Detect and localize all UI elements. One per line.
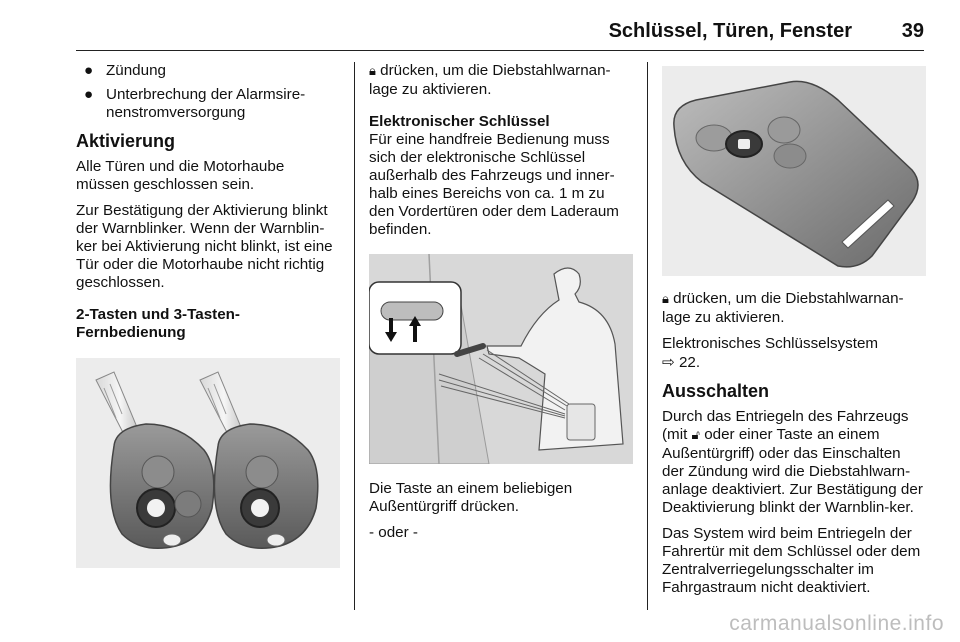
page-number: 39 [901, 20, 924, 42]
reference-arrow-icon: ⇨ [662, 353, 675, 371]
card-key-illustration [662, 66, 926, 276]
paragraph-text: Durch das Entriegeln des Fahrzeugs (mit [662, 408, 909, 443]
paragraph: Das System wird beim Entriegeln der Fahrertür mit dem Schlüssel oder dem Zentralverriegelungsschalter im Fahrgastraum nicht deaktiviert. [662, 525, 921, 596]
paragraph [662, 290, 926, 327]
keyless-entry-svg [369, 254, 633, 464]
column-divider-left [354, 62, 355, 610]
bullet-dot: ● [84, 62, 94, 79]
watermark: carmanualsonline.info [729, 612, 944, 635]
remote-keys-svg [76, 358, 340, 568]
paragraph [662, 335, 926, 372]
paragraph: Die Taste an einem beliebigen Außentürgriff drücken. [369, 480, 573, 515]
section-heading-ausschalten: Ausschalten [662, 381, 770, 401]
paragraph [662, 408, 926, 517]
page-title: Schlüssel, Türen, Fenster [608, 20, 852, 42]
paragraph: Alle Türen und die Motorhaube müssen geschlossen sein. [76, 158, 285, 193]
bullet-dot: ● [84, 86, 94, 103]
column-middle-lower [369, 480, 633, 550]
paragraph: Für eine handfreie Bedienung muss sich der elektronische Schlüssel außerhalb des Fahrzeugs und inner-halb eines Bereichs von ca. 1 m zu den Vordertüren oder dem Laderaum befinden. [369, 131, 619, 238]
lock-open-icon: 🔓︎ [691, 428, 700, 443]
card-key-svg [662, 66, 926, 276]
remote-keys-illustration [76, 358, 340, 568]
keyless-entry-illustration [369, 254, 633, 464]
page-reference[interactable]: 22. [678, 354, 701, 371]
column-right [662, 290, 926, 605]
paragraph-text: drücken, um die Diebstahlwarnan-lage zu aktivieren. [662, 290, 904, 326]
column-left [76, 62, 340, 342]
subheading-remote: 2-Tasten und 3-Tasten-Fernbedienung [76, 306, 240, 341]
paragraph [369, 62, 633, 99]
list-item [76, 86, 340, 122]
paragraph-text: Elektronisches Schlüsselsystem [662, 335, 879, 352]
column-middle [369, 62, 633, 247]
lock-closed-icon: 🔒︎ [369, 64, 376, 79]
remote-key-right [200, 372, 318, 548]
lock-closed-icon: 🔒︎ [662, 292, 669, 307]
section-heading-aktivierung: Aktivierung [76, 131, 176, 151]
list-item [76, 62, 340, 80]
subheading-electronic-key: Elektronischer Schlüssel [369, 113, 550, 130]
column-divider-right [647, 62, 648, 610]
page-header [76, 0, 924, 51]
remote-key-left [96, 372, 214, 548]
list-item-text: Unterbrechung der Alarmsire-nenstromversorgung [106, 86, 306, 121]
list-item-text: Zündung [106, 62, 166, 79]
paragraph: Zur Bestätigung der Aktivierung blinkt der Warnblinker. Wenn der Warnblin-ker bei Aktivierung nicht blinkt, ist eine Tür oder die Motorhaube nicht richtig geschlossen. [76, 202, 333, 291]
paragraph: - oder - [369, 524, 418, 541]
paragraph-text: drücken, um die Diebstahlwarnan-lage zu aktivieren. [369, 62, 611, 98]
paragraph-text: oder einer Taste an einem Außentürgriff) oder das Einschalten der Zündung wird die Diebstahlwarn-anlage deaktiviert. Zur Bestätigung der Deaktivierung blinkt der Warnblin-ker. [662, 426, 923, 516]
